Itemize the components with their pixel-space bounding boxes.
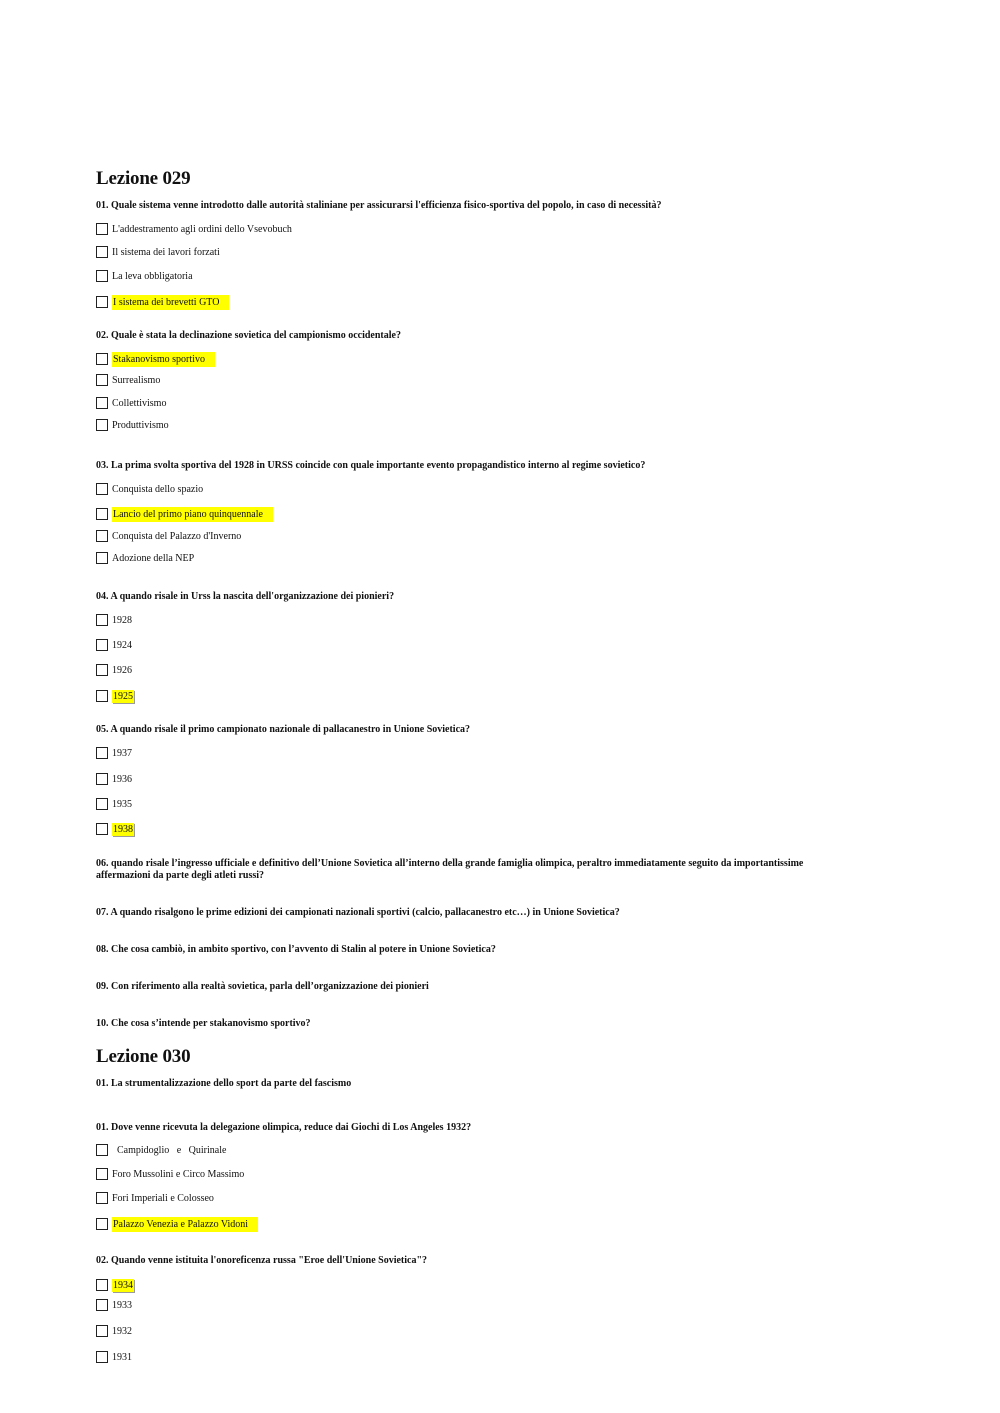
question: 01. Quale sistema venne introdotto dalle autorità staliniane per assicurarsi l'efficienza fisico-sportiva del popolo, in caso di necessità? (96, 200, 662, 211)
checkbox[interactable] (96, 1299, 108, 1311)
question: 10. Che cosa s’intende per stakanovismo sportivo? (96, 1018, 311, 1029)
option-label: 1932 (112, 1325, 132, 1337)
highlighted-answer: I sistema dei brevetti GTO (112, 295, 229, 310)
answer-option-correct[interactable] (96, 294, 229, 310)
checkbox[interactable] (96, 1144, 108, 1156)
answer-option[interactable] (96, 221, 292, 237)
checkbox[interactable] (96, 374, 108, 386)
answer-option[interactable] (96, 796, 132, 812)
answer-option[interactable] (96, 1190, 214, 1206)
question: 02. Quando venne istituita l'onoreficenza russa "Eroe dell'Unione Sovietica"? (96, 1255, 428, 1266)
answer-option-correct[interactable] (96, 1216, 258, 1232)
question: 02. Quale è stata la declinazione sovietica del campionismo occidentale? (96, 330, 401, 341)
checkbox[interactable] (96, 773, 108, 785)
answer-option[interactable] (96, 372, 160, 388)
option-label: 1926 (112, 664, 132, 676)
answer-option[interactable] (96, 528, 241, 544)
question: 09. Con riferimento alla realtà sovietica, parla dell’organizzazione dei pionieri (96, 981, 429, 992)
checkbox[interactable] (96, 690, 108, 702)
option-label: Fori Imperiali e Colosseo (112, 1192, 214, 1204)
option-label: Produttivismo (112, 419, 169, 431)
checkbox[interactable] (96, 1168, 108, 1180)
lesson-title: Lezione 029 (96, 168, 191, 189)
answer-option-correct[interactable] (96, 821, 134, 837)
checkbox[interactable] (96, 1192, 108, 1204)
highlighted-answer: Lancio del primo piano quinquennale (112, 507, 273, 522)
answer-option[interactable] (96, 268, 193, 284)
checkbox[interactable] (96, 223, 108, 235)
checkbox[interactable] (96, 508, 108, 520)
checkbox[interactable] (96, 1218, 108, 1230)
answer-option[interactable] (96, 1297, 132, 1313)
checkbox[interactable] (96, 483, 108, 495)
answer-option[interactable] (96, 244, 220, 260)
option-label: Foro Mussolini e Circo Massimo (112, 1168, 245, 1180)
answer-option[interactable] (96, 1323, 132, 1339)
question: 06. quando risale l’ingresso ufficiale e definitivo dell’Unione Sovietica all’interno della grande famiglia olimpica, peraltro immediatamente seguito da importantissime affermazioni da parte degli atleti russi? (96, 858, 804, 881)
option-label: Surrealismo (112, 374, 161, 386)
option-label: Conquista dello spazio (112, 483, 204, 495)
checkbox[interactable] (96, 1351, 108, 1363)
checkbox[interactable] (96, 798, 108, 810)
option-label: L'addestramento agli ordini dello Vsevobuch (112, 223, 292, 235)
answer-option[interactable] (96, 1166, 244, 1182)
answer-option-correct[interactable] (96, 1277, 134, 1293)
answer-option[interactable] (96, 550, 194, 566)
answer-option[interactable] (96, 395, 166, 411)
checkbox[interactable] (96, 747, 108, 759)
option-label: La leva obbligatoria (112, 270, 193, 282)
answer-option[interactable] (96, 745, 132, 761)
answer-option[interactable] (96, 612, 132, 628)
checkbox[interactable] (96, 1279, 108, 1291)
checkbox[interactable] (96, 246, 108, 258)
answer-option-correct[interactable] (96, 351, 215, 367)
checkbox[interactable] (96, 1325, 108, 1337)
option-label: Conquista del Palazzo d'Inverno (112, 530, 242, 542)
option-label: 1928 (112, 614, 132, 626)
option-label: 1936 (112, 773, 132, 785)
lesson-title: Lezione 030 (96, 1046, 191, 1067)
checkbox[interactable] (96, 664, 108, 676)
checkbox[interactable] (96, 397, 108, 409)
question: 07. A quando risalgono le prime edizioni dei campionati nazionali sportivi (calcio, pallacanestro etc…) in Unione Sovietica? (96, 907, 620, 918)
highlighted-answer: 1934 (113, 1279, 133, 1291)
checkbox[interactable] (96, 419, 108, 431)
checkbox[interactable] (96, 296, 108, 308)
checkbox[interactable] (96, 614, 108, 626)
option-label: 1933 (112, 1299, 132, 1311)
option-label: Collettivismo (112, 397, 167, 409)
option-label: Adozione della NEP (112, 552, 195, 564)
checkbox[interactable] (96, 823, 108, 835)
answer-option[interactable] (96, 1142, 226, 1158)
checkbox[interactable] (96, 552, 108, 564)
question: 04. A quando risale in Urss la nascita dell'organizzazione dei pionieri? (96, 591, 395, 602)
option-label: Il sistema dei lavori forzati (112, 246, 220, 258)
question: 08. Che cosa cambiò, in ambito sportivo, con l’avvento di Stalin al potere in Unione Sovietica? (96, 944, 496, 955)
question: 01. La strumentalizzazione dello sport da parte del fascismo (96, 1078, 352, 1089)
highlighted-answer: Stakanovismo sportivo (112, 352, 215, 367)
option-label: 1924 (112, 639, 132, 651)
option-label: 1931 (112, 1351, 132, 1363)
checkbox[interactable] (96, 270, 108, 282)
question: 05. A quando risale il primo campionato nazionale di pallacanestro in Unione Sovietica? (96, 724, 471, 735)
question: 01. Dove venne ricevuta la delegazione olimpica, reduce dai Giochi di Los Angeles 1932? (96, 1122, 472, 1133)
answer-option[interactable] (96, 417, 169, 433)
answer-option-correct[interactable] (96, 688, 134, 704)
answer-option[interactable] (96, 481, 203, 497)
answer-option-correct[interactable] (96, 506, 273, 522)
answer-option[interactable] (96, 637, 132, 653)
answer-option[interactable] (96, 771, 132, 787)
question: 03. La prima svolta sportiva del 1928 in URSS coincide con quale importante evento propagandistico interno al regime sovietico? (96, 460, 646, 471)
option-label: 1937 (112, 747, 132, 759)
checkbox[interactable] (96, 639, 108, 651)
highlighted-answer: 1925 (113, 690, 133, 702)
checkbox[interactable] (96, 353, 108, 365)
highlighted-answer: Palazzo Venezia e Palazzo Vidoni (112, 1217, 258, 1232)
option-label: Campidoglio e Quirinale (112, 1144, 227, 1156)
option-label: 1935 (112, 798, 132, 810)
highlighted-answer: 1938 (113, 823, 133, 835)
checkbox[interactable] (96, 530, 108, 542)
answer-option[interactable] (96, 1349, 132, 1365)
answer-option[interactable] (96, 662, 132, 678)
